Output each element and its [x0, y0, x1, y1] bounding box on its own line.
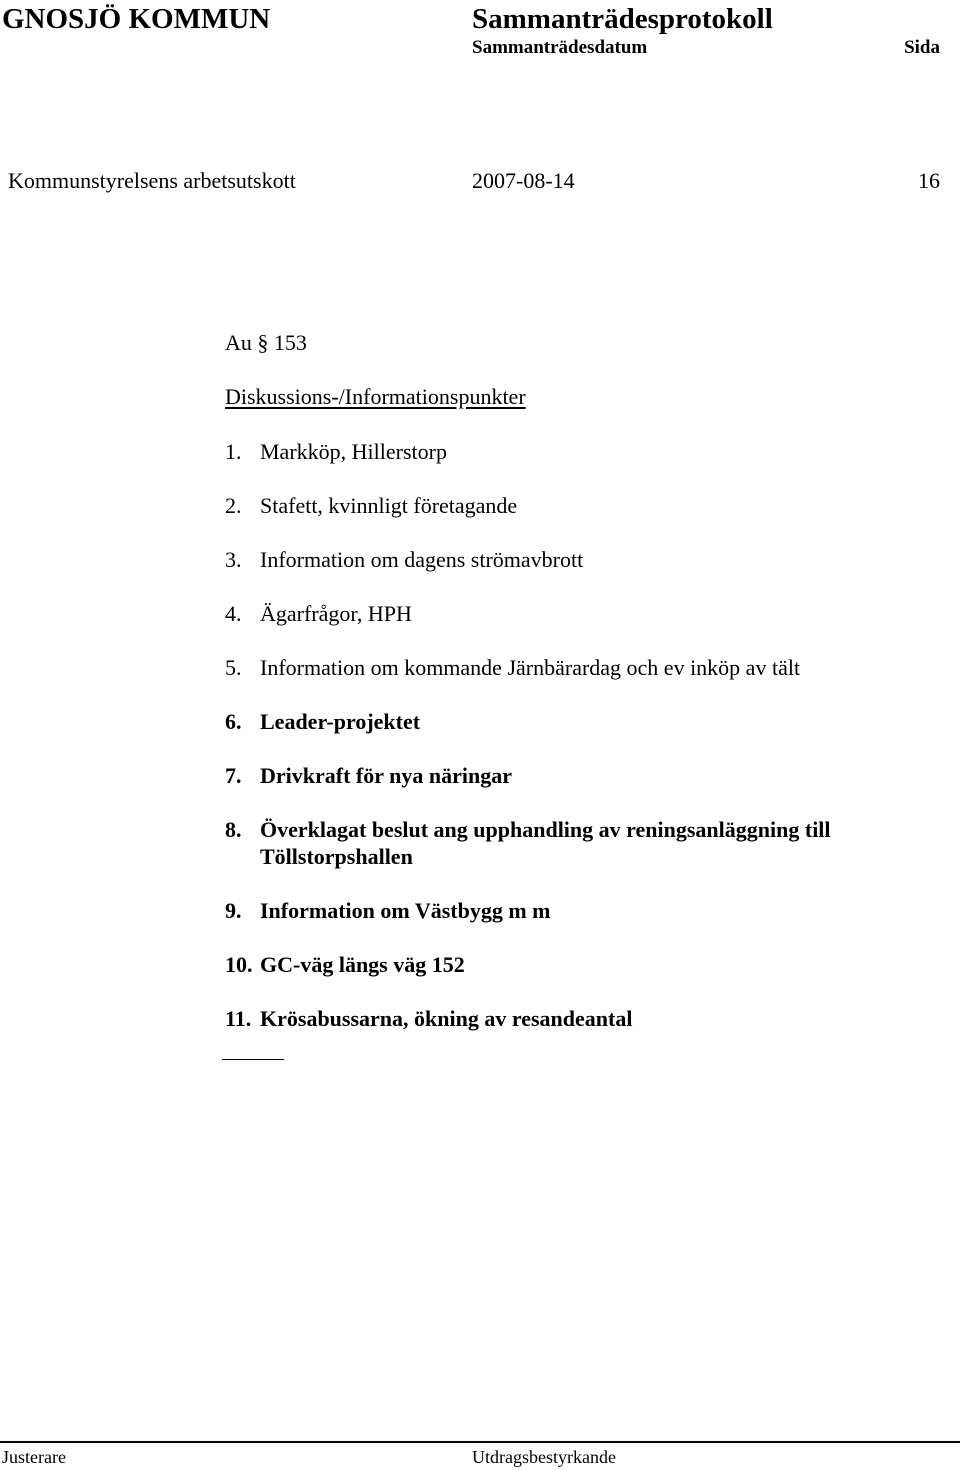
agenda-item [225, 816, 925, 870]
agenda-item [225, 951, 925, 978]
agenda-item [225, 1005, 925, 1032]
footer-certification-label: Utdragsbestyrkande [472, 1447, 616, 1467]
section-title: Diskussions-/Informationspunkter [225, 384, 526, 409]
agenda-item [225, 897, 925, 924]
agenda-item [225, 546, 925, 573]
agenda-item-text: Överklagat beslut ang upphandling av reningsanläggning till Töllstorpshallen [260, 817, 831, 869]
agenda-item-text: Krösabussarna, ökning av resandeantal [260, 1006, 633, 1031]
agenda-item [225, 600, 925, 627]
page-number: 16 [918, 168, 940, 193]
agenda-item-number: 9. [225, 898, 242, 923]
agenda-item-text: Leader-projektet [260, 709, 421, 734]
agenda-item [225, 492, 925, 519]
date-label: Sammanträdesdatum [472, 37, 648, 58]
committee-name: Kommunstyrelsens arbetsutskott [8, 168, 296, 193]
municipality-name: GNOSJÖ KOMMUN [2, 3, 271, 35]
agenda-item-number: 7. [225, 763, 242, 788]
agenda-item-text: Ägarfrågor, HPH [260, 601, 412, 626]
agenda-item-number: 1. [225, 439, 242, 464]
agenda-item [225, 438, 925, 465]
agenda-item-text: Drivkraft för nya näringar [260, 763, 512, 788]
agenda-item-number: 8. [225, 817, 242, 842]
document-type: Sammanträdesprotokoll [472, 3, 773, 35]
agenda-item-text: GC-väg längs väg 152 [260, 952, 465, 977]
agenda-item [225, 762, 925, 789]
meeting-date: 2007-08-14 [472, 168, 575, 193]
agenda-item-number: 11. [225, 1006, 252, 1031]
page-label: Sida [904, 37, 940, 58]
end-of-section-rule [222, 1059, 284, 1060]
agenda-item [225, 654, 925, 681]
agenda-item-number: 5. [225, 655, 242, 680]
agenda-item-text: Information om Västbygg m m [260, 898, 551, 923]
agenda-item-number: 2. [225, 493, 242, 518]
agenda-item-number: 3. [225, 547, 242, 572]
agenda-item-text: Information om dagens strömavbrott [260, 547, 584, 572]
agenda-item-text: Information om kommande Järnbärardag och ev inköp av tält [260, 655, 801, 680]
section-id: Au § 153 [225, 330, 307, 355]
agenda-item-number: 6. [225, 709, 242, 734]
agenda-item-text: Stafett, kvinnligt företagande [260, 493, 518, 518]
footer-divider [0, 1441, 960, 1443]
agenda-item-text: Markköp, Hillerstorp [260, 439, 447, 464]
agenda-item-number: 4. [225, 601, 242, 626]
footer-adjuster-label: Justerare [2, 1447, 66, 1467]
agenda-item-number: 10. [225, 952, 253, 977]
agenda-list [225, 438, 925, 1059]
agenda-item [225, 708, 925, 735]
